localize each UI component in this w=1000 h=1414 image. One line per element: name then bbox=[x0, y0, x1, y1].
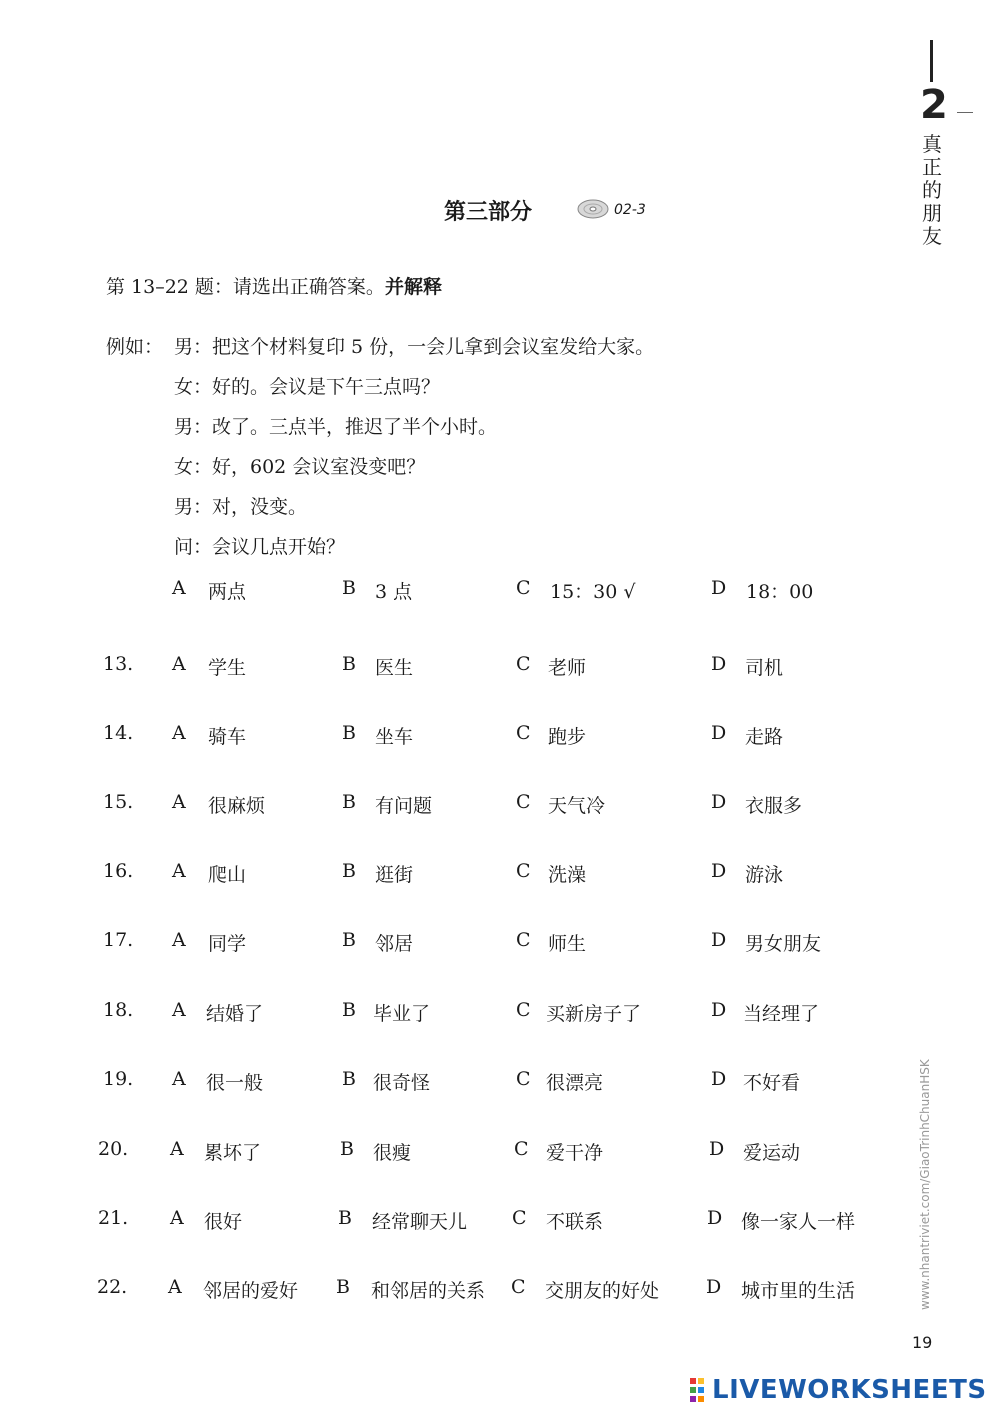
option-letter: C bbox=[516, 1068, 531, 1090]
option-text: 邻居 bbox=[375, 933, 414, 955]
option-letter: A bbox=[172, 999, 186, 1021]
option-text: 洗澡 bbox=[548, 864, 587, 886]
option-text: 买新房子了 bbox=[546, 1003, 642, 1025]
question-number: 17. bbox=[103, 929, 134, 951]
example-option-d-letter: D bbox=[711, 577, 727, 599]
option-letter: D bbox=[711, 791, 727, 813]
chapter-rule bbox=[930, 40, 933, 82]
option-text: 司机 bbox=[745, 657, 784, 679]
example-line-3: 男：改了。三点半，推迟了半个小时。 bbox=[174, 416, 498, 438]
option-text: 累坏了 bbox=[204, 1142, 262, 1164]
option-letter: A bbox=[172, 1068, 186, 1090]
option-text: 衣服多 bbox=[745, 795, 803, 817]
option-text: 逛街 bbox=[375, 864, 414, 886]
option-text: 当经理了 bbox=[743, 1003, 820, 1025]
section-title: 第三部分 bbox=[444, 199, 533, 225]
instruction-extra: 并解释 bbox=[384, 276, 442, 298]
option-letter: D bbox=[709, 1138, 725, 1160]
option-letter: A bbox=[172, 791, 186, 813]
example-option-b-text: 3 点 bbox=[375, 581, 413, 603]
option-text: 跑步 bbox=[548, 726, 587, 748]
option-letter: C bbox=[516, 653, 531, 675]
example-line-4: 女：好，602 会议室没变吧？ bbox=[174, 456, 426, 478]
option-text: 老师 bbox=[548, 657, 587, 679]
option-text: 爬山 bbox=[208, 864, 247, 886]
option-letter: B bbox=[342, 722, 356, 744]
option-letter: A bbox=[172, 860, 186, 882]
question-number: 22. bbox=[97, 1276, 128, 1298]
option-text: 邻居的爱好 bbox=[203, 1280, 299, 1302]
option-letter: C bbox=[512, 1207, 527, 1229]
question-number: 20. bbox=[98, 1138, 129, 1160]
option-letter: B bbox=[338, 1207, 352, 1229]
example-line-5: 男：对，没变。 bbox=[174, 496, 308, 518]
option-text: 很瘦 bbox=[373, 1142, 412, 1164]
question-number: 13. bbox=[103, 653, 134, 675]
option-text: 走路 bbox=[745, 726, 784, 748]
cd-icon bbox=[576, 198, 610, 220]
option-text: 骑车 bbox=[208, 726, 247, 748]
option-letter: D bbox=[706, 1276, 722, 1298]
question-number: 15. bbox=[103, 791, 134, 813]
option-text: 学生 bbox=[208, 657, 247, 679]
option-text: 像一家人一样 bbox=[741, 1211, 856, 1233]
option-text: 天气冷 bbox=[548, 795, 606, 817]
option-letter: B bbox=[342, 929, 356, 951]
option-letter: A bbox=[170, 1138, 184, 1160]
example-question: 问：会议几点开始？ bbox=[174, 536, 346, 558]
track-number: 02-3 bbox=[614, 202, 646, 218]
option-letter: C bbox=[516, 929, 531, 951]
example-line-2: 女：好的。会议是下午三点吗？ bbox=[174, 376, 441, 398]
option-letter: D bbox=[707, 1207, 723, 1229]
instruction bbox=[106, 272, 442, 299]
publisher-url: www.nhantriviet.com/GiaoTrinhChuanHSK bbox=[918, 1059, 932, 1310]
option-text: 师生 bbox=[548, 933, 587, 955]
option-letter: D bbox=[711, 1068, 727, 1090]
question-number: 18. bbox=[103, 999, 134, 1021]
option-letter: D bbox=[711, 999, 727, 1021]
option-text: 交朋友的好处 bbox=[545, 1280, 660, 1302]
option-text: 医生 bbox=[375, 657, 414, 679]
option-letter: C bbox=[516, 999, 531, 1021]
option-text: 爱干净 bbox=[546, 1142, 604, 1164]
option-letter: A bbox=[172, 722, 186, 744]
example-option-a-text: 两点 bbox=[208, 581, 247, 603]
question-number: 14. bbox=[103, 722, 134, 744]
option-text: 很漂亮 bbox=[546, 1072, 604, 1094]
option-text: 坐车 bbox=[375, 726, 414, 748]
example-option-d-text: 18：00 bbox=[746, 581, 814, 603]
option-letter: D bbox=[711, 929, 727, 951]
option-letter: A bbox=[168, 1276, 182, 1298]
option-letter: B bbox=[342, 999, 356, 1021]
option-letter: B bbox=[342, 860, 356, 882]
option-text: 毕业了 bbox=[373, 1003, 431, 1025]
option-text: 很麻烦 bbox=[208, 795, 266, 817]
option-letter: B bbox=[340, 1138, 354, 1160]
option-text: 结婚了 bbox=[206, 1003, 264, 1025]
option-letter: D bbox=[711, 722, 727, 744]
example-option-c-text: 15：30 √ bbox=[550, 581, 636, 603]
example-label: 例如： bbox=[106, 336, 164, 358]
option-letter: A bbox=[170, 1207, 184, 1229]
option-letter: B bbox=[342, 653, 356, 675]
example-line-1: 男：把这个材料复印 5 份，一会儿拿到会议室发给大家。 bbox=[174, 336, 655, 358]
option-text: 经常聊天儿 bbox=[372, 1211, 468, 1233]
option-text: 同学 bbox=[208, 933, 247, 955]
option-text: 爱运动 bbox=[743, 1142, 801, 1164]
question-number: 21. bbox=[98, 1207, 129, 1229]
example-option-a-letter: A bbox=[172, 577, 186, 599]
option-text: 不好看 bbox=[743, 1072, 801, 1094]
option-letter: C bbox=[516, 791, 531, 813]
option-letter: D bbox=[711, 860, 727, 882]
option-letter: B bbox=[336, 1276, 350, 1298]
option-letter: D bbox=[711, 653, 727, 675]
example-option-c-letter: C bbox=[516, 577, 531, 599]
option-letter: C bbox=[511, 1276, 526, 1298]
option-text: 城市里的生活 bbox=[741, 1280, 856, 1302]
option-letter: B bbox=[342, 1068, 356, 1090]
liveworksheets-logo-icon bbox=[690, 1378, 712, 1404]
liveworksheets-brand: LIVEWORKSHEETS bbox=[712, 1375, 987, 1405]
option-text: 很一般 bbox=[206, 1072, 264, 1094]
option-text: 男女朋友 bbox=[745, 933, 822, 955]
option-text: 很奇怪 bbox=[373, 1072, 431, 1094]
page-number: 19 bbox=[912, 1333, 933, 1352]
option-text: 不联系 bbox=[546, 1211, 604, 1233]
chapter-title: 真正的朋友 bbox=[922, 132, 942, 248]
question-number: 19. bbox=[103, 1068, 134, 1090]
option-text: 很好 bbox=[204, 1211, 243, 1233]
option-text: 和邻居的关系 bbox=[371, 1280, 486, 1302]
chapter-rule-short bbox=[957, 112, 973, 113]
option-letter: C bbox=[516, 860, 531, 882]
option-letter: B bbox=[342, 791, 356, 813]
question-number: 16. bbox=[103, 860, 134, 882]
option-letter: A bbox=[172, 929, 186, 951]
option-text: 游泳 bbox=[745, 864, 784, 886]
instruction-text: 第 13–22 题：请选出正确答案。 bbox=[106, 276, 385, 298]
chapter-number: 2 bbox=[920, 82, 948, 128]
option-text: 有问题 bbox=[375, 795, 433, 817]
option-letter: A bbox=[172, 653, 186, 675]
option-letter: C bbox=[514, 1138, 529, 1160]
option-letter: C bbox=[516, 722, 531, 744]
example-option-b-letter: B bbox=[342, 577, 356, 599]
